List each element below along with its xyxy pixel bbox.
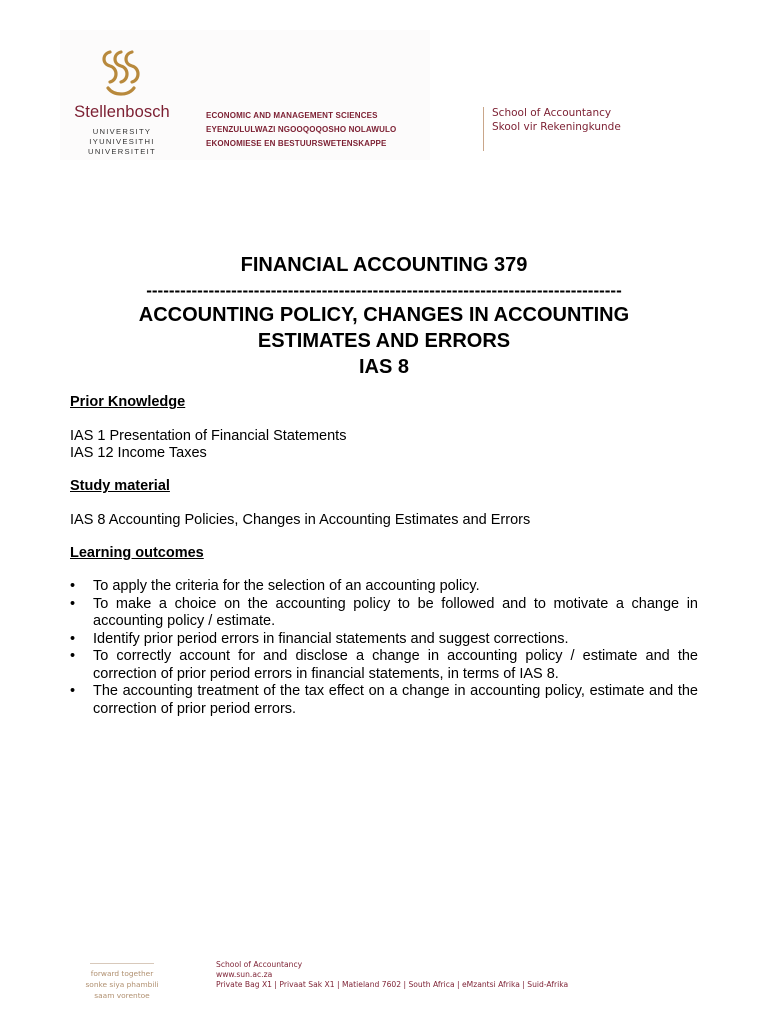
footer-website-link[interactable]: www.sun.ac.za — [216, 970, 273, 979]
header-divider — [483, 107, 484, 151]
faculty-line-english: ECONOMIC AND MANAGEMENT SCIENCES — [206, 111, 378, 120]
university-name: Stellenbosch — [74, 103, 170, 121]
document-title: FINANCIAL ACCOUNTING 379 — [240, 254, 528, 276]
school-name-afrikaans: Skool vir Rekeningkunde — [492, 121, 621, 133]
footer-school-name: School of Accountancy — [216, 960, 303, 969]
learning-outcome-item: • To correctly account for and disclose a change in accounting policy / estimate and the correction of prior period errors in financial statements, in terms of IAS 8. — [70, 648, 698, 683]
university-sub-afrikaans: UNIVERSITEIT — [88, 147, 156, 156]
prior-knowledge-item: IAS 1 Presentation of Financial Statements — [70, 428, 347, 444]
study-material-item: IAS 8 Accounting Policies, Changes in Accounting Estimates and Errors — [70, 512, 531, 528]
footer-postal-address: Private Bag X1 | Privaat Sak X1 | Matieland 7602 | South Africa | eMzantsi Afrika | Suid-Afrika — [216, 980, 569, 989]
learning-outcome-item: • To make a choice on the accounting policy to be followed and to motivate a change in accounting policy / estimate. — [70, 596, 698, 631]
title-separator: ------------------------------------------------------------------------------------ — [146, 281, 622, 300]
subtitle-line-2: ESTIMATES AND ERRORS — [257, 330, 511, 352]
faculty-line-afrikaans: EKONOMIESE EN BESTUURSWETENSKAPPE — [206, 139, 387, 148]
learning-outcomes-list — [70, 578, 698, 718]
faculty-line-xhosa: EYENZULULWAZI NGOOQOQOSHO NOLAWULO — [206, 125, 397, 134]
prior-knowledge-heading: Prior Knowledge — [70, 394, 186, 410]
learning-outcome-item: • Identify prior period errors in financial statements and suggest corrections. — [70, 631, 698, 649]
university-sub-english: UNIVERSITY — [92, 127, 152, 136]
study-material-heading: Study material — [70, 478, 170, 494]
school-name-english: School of Accountancy — [492, 107, 612, 119]
prior-knowledge-item: IAS 12 Income Taxes — [70, 445, 207, 461]
footer-motto-rule — [90, 963, 154, 964]
university-crest-icon — [100, 48, 142, 102]
subtitle-line-1: ACCOUNTING POLICY, CHANGES IN ACCOUNTING — [138, 304, 630, 326]
learning-outcome-item: • To apply the criteria for the selection of an accounting policy. — [70, 578, 698, 596]
motto-line-xhosa: sonke siya phambili — [85, 980, 159, 989]
learning-outcomes-heading: Learning outcomes — [70, 545, 204, 561]
motto-line-afrikaans: saam vorentoe — [94, 991, 150, 1000]
motto-line-english: forward together — [90, 969, 154, 978]
subtitle-line-3: IAS 8 — [358, 356, 410, 378]
learning-outcome-item: • The accounting treatment of the tax effect on a change in accounting policy, estimate and the correction of prior period errors. — [70, 683, 698, 718]
university-sub-xhosa: IYUNIVESITHI — [89, 137, 155, 146]
